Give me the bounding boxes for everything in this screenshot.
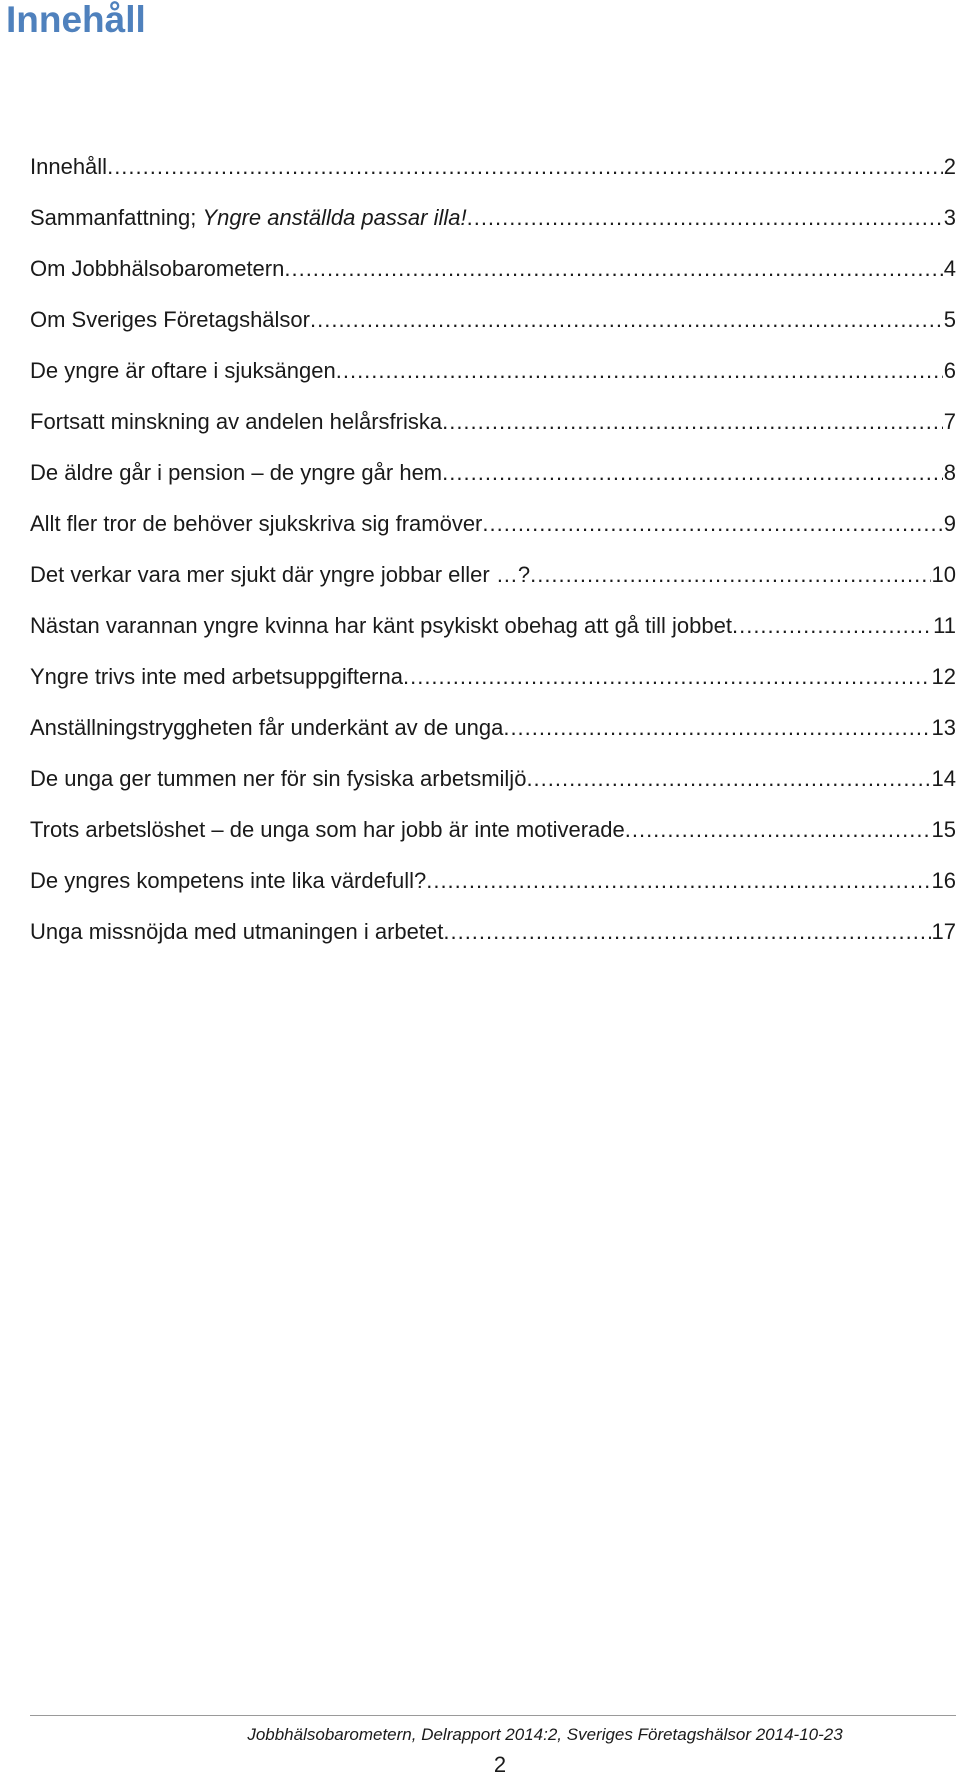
toc-entry-title: De yngre är oftare i sjuksängen [30, 358, 336, 383]
toc-entry[interactable] [30, 560, 956, 611]
toc-entry[interactable] [30, 662, 956, 713]
toc-dot-leader [526, 764, 930, 794]
toc-entry[interactable] [30, 254, 956, 305]
toc-dot-leader [442, 458, 943, 488]
toc-entry-title: Anställningstryggheten får underkänt av de unga [30, 715, 504, 740]
toc-entry[interactable] [30, 203, 956, 254]
toc-entry[interactable] [30, 356, 956, 407]
toc-dot-leader [426, 866, 930, 896]
toc-dot-leader [403, 662, 931, 692]
toc-dot-leader [284, 254, 942, 284]
toc-dot-leader [310, 305, 943, 335]
toc-entry[interactable] [30, 458, 956, 509]
toc-entry[interactable] [30, 764, 956, 815]
toc-entry[interactable] [30, 866, 956, 917]
toc-entry[interactable] [30, 407, 956, 458]
toc-entry-title: De äldre går i pension – de yngre går hem [30, 460, 443, 485]
toc-entry-page: 9 [943, 511, 956, 536]
toc-entry-title: Det verkar vara mer sjukt där yngre jobbar eller …? [30, 562, 531, 587]
toc-entry-title: Unga missnöjda med utmaningen i arbetet [30, 919, 444, 944]
page-title: Innehåll [6, 0, 146, 40]
toc-entry-page: 15 [931, 817, 956, 842]
toc-entry-title: Om Jobbhälsobarometern [30, 256, 285, 281]
toc-dot-leader [503, 713, 930, 743]
toc-entry[interactable] [30, 713, 956, 764]
toc-entry-title: Allt fler tror de behöver sjukskriva sig framöver [30, 511, 483, 536]
toc-dot-leader [530, 560, 930, 590]
toc-entry[interactable] [30, 305, 956, 356]
toc-entry-title: Fortsatt minskning av andelen helårsfriska [30, 409, 443, 434]
toc-entry-page: 16 [931, 868, 956, 893]
page-number: 2 [493, 1752, 507, 1777]
footer-text: Jobbhälsobarometern, Delrapport 2014:2, Sveriges Företagshälsor 2014-10-23 [247, 1725, 843, 1744]
toc-entry-title: Yngre trivs inte med arbetsuppgifterna [30, 664, 403, 689]
toc-dot-leader [732, 611, 932, 641]
toc-dot-leader [442, 407, 943, 437]
toc-dot-leader [443, 917, 930, 947]
toc-entry-page: 4 [943, 256, 956, 281]
toc-entry[interactable] [30, 815, 956, 866]
toc-entry-title: Innehåll [30, 154, 108, 179]
toc-entry[interactable] [30, 611, 956, 662]
toc-entry-title: Om Sveriges Företagshälsor [30, 307, 310, 332]
footer-divider [30, 1715, 956, 1716]
toc-entry-page: 14 [931, 766, 956, 791]
toc-entry-page: 2 [943, 154, 956, 179]
toc-entry-title: De unga ger tummen ner för sin fysiska arbetsmiljö [30, 766, 527, 791]
toc-entry-page: 6 [943, 358, 956, 383]
toc-dot-leader [482, 509, 942, 539]
toc-entry-page: 10 [931, 562, 956, 587]
toc-entry-title: Nästan varannan yngre kvinna har känt psykiskt obehag att gå till jobbet [30, 613, 732, 638]
toc-entry-page: 17 [931, 919, 956, 944]
toc-dot-leader [107, 152, 943, 182]
toc-entry[interactable] [30, 917, 956, 968]
toc-dot-leader [336, 356, 943, 386]
toc-entry-page: 12 [931, 664, 956, 689]
toc-entry-title: De yngres kompetens inte lika värdefull? [30, 868, 427, 893]
toc-entry-page: 7 [943, 409, 956, 434]
table-of-contents [30, 152, 956, 968]
toc-dot-leader [467, 203, 943, 233]
toc-dot-leader [625, 815, 931, 845]
toc-entry[interactable] [30, 509, 956, 560]
toc-entry-title: Trots arbetslöshet – de unga som har jobb är inte motiverade [30, 817, 625, 842]
toc-entry-page: 8 [943, 460, 956, 485]
toc-entry-title: Sammanfattning; Yngre anställda passar illa! [30, 205, 467, 230]
toc-entry[interactable] [30, 152, 956, 203]
toc-entry-page: 13 [931, 715, 956, 740]
toc-entry-page: 3 [943, 205, 956, 230]
toc-entry-page: 5 [943, 307, 956, 332]
toc-entry-page: 11 [933, 613, 956, 638]
